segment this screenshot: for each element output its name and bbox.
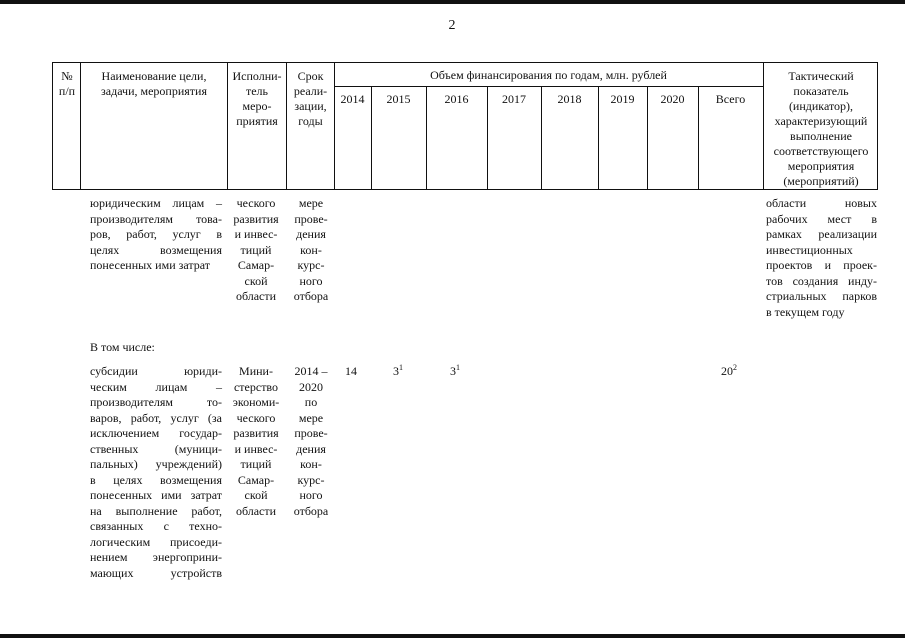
header-executor-line: приятия bbox=[236, 114, 278, 128]
value-text: 3 bbox=[450, 364, 456, 378]
text-line: стерство bbox=[233, 379, 279, 394]
text-line: Мини- bbox=[239, 364, 273, 378]
header-executor-line: тель bbox=[245, 84, 269, 98]
row2-term bbox=[289, 364, 333, 519]
header-executor bbox=[228, 69, 286, 129]
text-line: проектов и проек- bbox=[766, 258, 877, 272]
text-line: области новых bbox=[766, 196, 877, 210]
text-line: субсидии юриди- bbox=[90, 364, 222, 378]
value-2016 bbox=[450, 364, 460, 379]
header-indicator-line: соответствующего bbox=[773, 144, 869, 158]
year-2017: 2017 bbox=[502, 92, 526, 106]
text-line: на выполнение работ, bbox=[90, 503, 222, 518]
header-indicator-line: показатель bbox=[793, 84, 849, 98]
header-term-line: годы bbox=[298, 114, 323, 128]
text-line: курс- bbox=[297, 258, 325, 272]
text-line: курс- bbox=[297, 472, 325, 487]
row2-name bbox=[90, 364, 222, 581]
text-line: тиций bbox=[240, 242, 272, 257]
text-line: Самар- bbox=[237, 472, 275, 487]
row1-name bbox=[90, 196, 222, 274]
text-line: рамках реализации bbox=[766, 227, 877, 241]
text-line: ческого bbox=[236, 196, 276, 210]
text-line: Самар- bbox=[237, 258, 275, 272]
text-line: юридическим лицам – bbox=[90, 196, 222, 210]
text-line: инвестиционных bbox=[766, 242, 853, 257]
text-line: мере bbox=[298, 196, 324, 210]
header-indicator bbox=[764, 69, 878, 189]
year-2020: 2020 bbox=[660, 92, 685, 106]
header-indicator-line: Тактический bbox=[788, 69, 854, 83]
text-line: связанных с техно- bbox=[90, 519, 222, 533]
table-header bbox=[52, 62, 878, 190]
header-indicator-line: характеризующий bbox=[774, 114, 868, 128]
row1-term bbox=[289, 196, 333, 305]
text-line: экономи- bbox=[232, 395, 280, 409]
value-2014: 14 bbox=[345, 364, 357, 378]
header-indicator-line: (индикатор), bbox=[788, 99, 854, 113]
text-line: исключением государ- bbox=[90, 426, 222, 440]
text-line: понесенных ими затрат bbox=[90, 488, 222, 502]
header-indicator-line: выполнение bbox=[790, 129, 852, 143]
year-2015: 2015 bbox=[386, 92, 411, 106]
header-indicator-line: (мероприятий) bbox=[783, 174, 859, 188]
text-line: ской bbox=[244, 488, 268, 502]
text-line: кон- bbox=[300, 242, 322, 257]
header-term bbox=[287, 69, 334, 129]
text-line: и инвес- bbox=[234, 441, 278, 456]
text-line: развития bbox=[233, 211, 279, 226]
text-line: дения bbox=[296, 441, 326, 456]
year-2018: 2018 bbox=[557, 92, 582, 106]
text-line: 2014 – bbox=[294, 364, 328, 378]
text-line: ного bbox=[299, 488, 323, 502]
header-executor-line: меро- bbox=[242, 99, 272, 113]
text-line: производителям то- bbox=[90, 395, 222, 409]
year-2014: 2014 bbox=[340, 92, 365, 106]
text-line: 2020 bbox=[299, 379, 323, 394]
text-line: пальных) учреждений) bbox=[90, 457, 222, 471]
header-term-line: зации, bbox=[294, 99, 327, 113]
text-line: мающих устройств bbox=[90, 565, 222, 580]
value-text: 20 bbox=[721, 364, 733, 378]
text-line: ров, работ, услуг в bbox=[90, 227, 222, 241]
text-line: кон- bbox=[300, 457, 322, 471]
row1-executor bbox=[228, 196, 284, 305]
scan-border-top bbox=[0, 0, 905, 4]
value-total bbox=[721, 364, 737, 379]
text-line: области bbox=[235, 289, 277, 303]
text-line: рабочих мест в bbox=[766, 211, 877, 226]
text-line: ственных (муници- bbox=[90, 441, 222, 456]
year-2019: 2019 bbox=[610, 92, 635, 106]
header-indicator-line: мероприятия bbox=[787, 159, 855, 173]
page-number: 2 bbox=[448, 18, 456, 33]
text-line: производителям това- bbox=[90, 211, 222, 226]
footnote-marker: 1 bbox=[399, 363, 403, 372]
header-number: № п/п bbox=[58, 69, 76, 98]
text-line: понесенных ими затрат bbox=[90, 258, 211, 272]
header-executor-line: Исполни- bbox=[232, 69, 282, 83]
text-line: в текущем году bbox=[766, 304, 845, 319]
text-line: ческого bbox=[236, 410, 276, 425]
text-line: дения bbox=[296, 227, 326, 241]
text-line: ской bbox=[244, 273, 268, 288]
header-funding: Объем финансирования по годам, млн. рублей bbox=[430, 68, 667, 82]
text-line: в целях возмещения bbox=[90, 472, 222, 487]
row1-indicator bbox=[766, 196, 877, 320]
text-line: ческим лицам – bbox=[90, 379, 222, 394]
text-line: прове- bbox=[294, 211, 328, 226]
text-line: целях возмещения bbox=[90, 242, 222, 257]
header-term-line: Срок bbox=[297, 69, 324, 83]
column-divider bbox=[80, 63, 81, 189]
text-line: тиций bbox=[240, 457, 272, 471]
row2-executor bbox=[228, 364, 284, 519]
header-term-line: реали- bbox=[293, 84, 328, 98]
text-line: нением энергоприни- bbox=[90, 550, 222, 564]
text-line: по bbox=[304, 395, 318, 409]
value-text: 3 bbox=[393, 364, 399, 378]
footnote-marker: 2 bbox=[733, 363, 737, 372]
text-line: и инвес- bbox=[234, 227, 278, 241]
text-line: развития bbox=[233, 426, 279, 440]
text-line: тов создания инду- bbox=[766, 273, 877, 288]
header-name: Наименование цели, задачи, мероприятия bbox=[101, 69, 207, 98]
including-label: В том числе: bbox=[90, 340, 155, 354]
text-line: логическим присоеди- bbox=[90, 534, 222, 549]
text-line: ного bbox=[299, 273, 323, 288]
text-line: стриальных парков bbox=[766, 289, 877, 303]
scan-border-bottom bbox=[0, 634, 905, 638]
text-line: области bbox=[235, 503, 277, 518]
year-2016: 2016 bbox=[444, 92, 469, 106]
text-line: отбора bbox=[293, 503, 329, 518]
text-line: варов, работ, услуг (за bbox=[90, 410, 222, 425]
text-line: прове- bbox=[294, 426, 328, 440]
value-2015 bbox=[393, 364, 403, 379]
footnote-marker: 1 bbox=[456, 363, 460, 372]
text-line: мере bbox=[298, 410, 324, 425]
year-total: Всего bbox=[715, 92, 746, 106]
text-line: отбора bbox=[293, 289, 329, 303]
